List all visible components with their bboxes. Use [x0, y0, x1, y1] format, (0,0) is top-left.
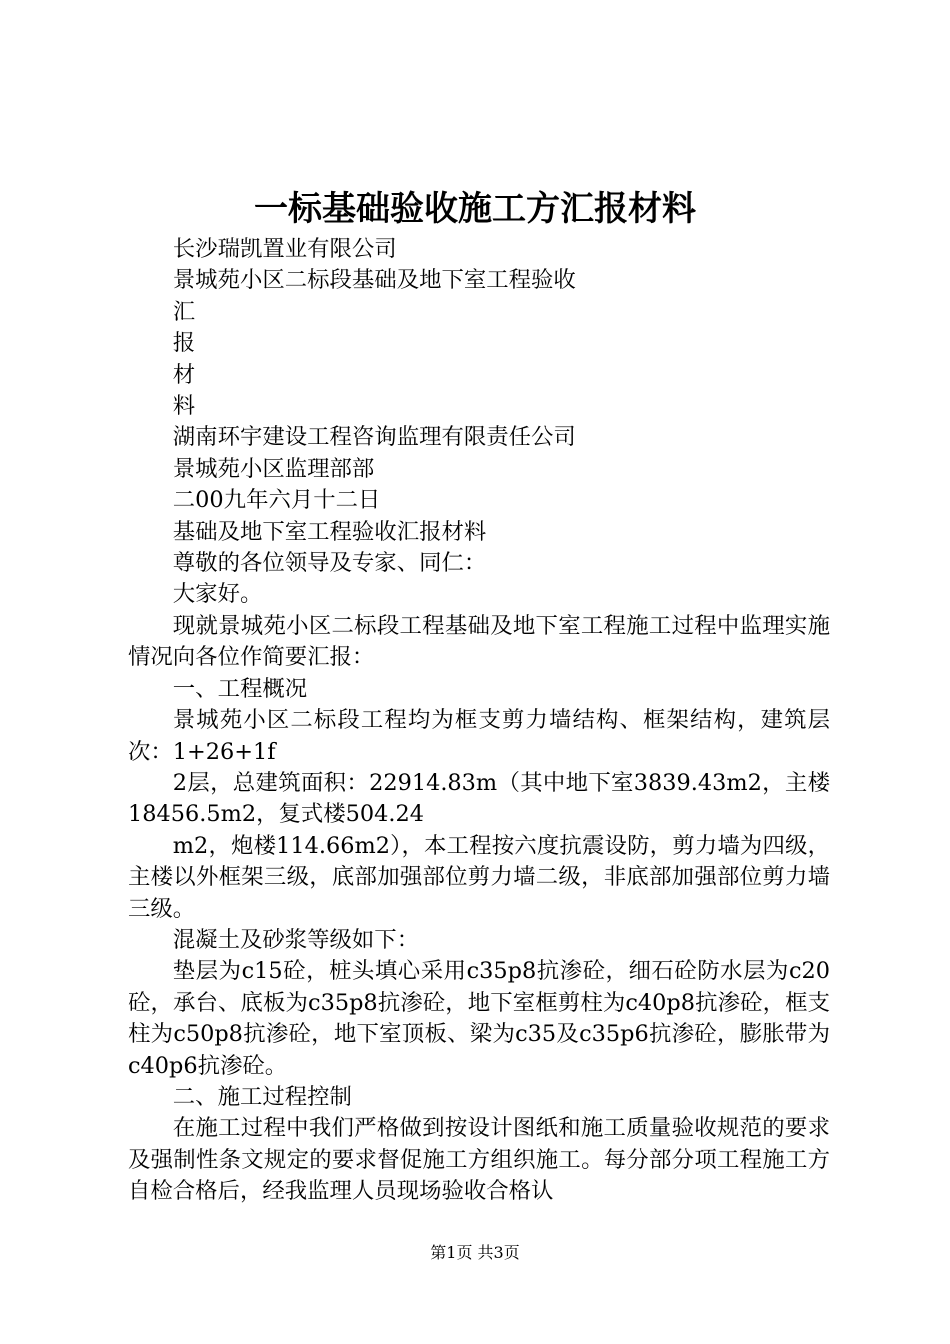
body-paragraph: 一、工程概况 — [172, 675, 308, 702]
body-paragraph: 景城苑小区监理部部 — [172, 455, 375, 482]
body-paragraph: 汇 — [172, 298, 196, 325]
body-paragraph: 混凝土及砂浆等级如下： — [172, 926, 420, 953]
page-footer: 第1页 共3页 — [430, 1243, 520, 1262]
body-paragraph: 湖南环宇建设工程咨询监理有限责任公司 — [172, 424, 576, 451]
body-paragraph: 长沙瑞凯置业有限公司 — [172, 236, 397, 262]
body-paragraph: 在施工过程中我们严格做到按设计图纸和施工质量验收规范的要求及强制性条文规定的要求督促施工方组织施工。每分部分项工程施工方自检合格后，经我监理人员现场验收合格认 — [128, 1115, 830, 1205]
body-paragraph: 大家好。 — [172, 581, 263, 608]
body-paragraph: 现就景城苑小区二标段工程基础及地下室工程施工过程中监理实施情况向各位作简要汇报： — [128, 612, 830, 671]
body-paragraph: 基础及地下室工程验收汇报材料 — [172, 518, 487, 545]
body-paragraph: 尊敬的各位领导及专家、同仁： — [172, 550, 487, 577]
body-paragraph: 二00九年六月十二日 — [172, 487, 381, 514]
body-paragraph: 报 — [172, 330, 196, 357]
body-paragraph: 二、施工过程控制 — [172, 1083, 352, 1110]
body-paragraph: 景城苑小区二标段基础及地下室工程验收 — [172, 267, 576, 294]
body-paragraph: m2，炮楼114.66m2），本工程按六度抗震设防，剪力墙为四级，主楼以外框架三级，底部加强部位剪力墙二级，非底部加强部位剪力墙三级。 — [128, 832, 830, 922]
document-body — [128, 234, 830, 1208]
document-title: 一标基础验收施工方汇报材料 — [254, 189, 696, 229]
body-paragraph: 垫层为c15砼，桩头填心采用c35p8抗渗砼，细石砼防水层为c20砼，承台、底板为c35p8抗渗砼，地下室框剪柱为c40p8抗渗砼，框支柱为c50p8抗渗砼，地下室顶板、梁为c35及c35p6抗渗砼，膨胀带为c40p6抗渗砼。 — [128, 958, 830, 1079]
body-paragraph: 材 — [172, 361, 196, 388]
body-paragraph: 景城苑小区二标段工程均为框支剪力墙结构、框架结构，建筑层次：1+26+1f — [128, 707, 830, 765]
body-paragraph: 2层，总建筑面积：22914.83m（其中地下室3839.43m2，主楼18456.5m2，复式楼504.24 — [128, 769, 830, 828]
body-paragraph: 料 — [172, 393, 196, 420]
